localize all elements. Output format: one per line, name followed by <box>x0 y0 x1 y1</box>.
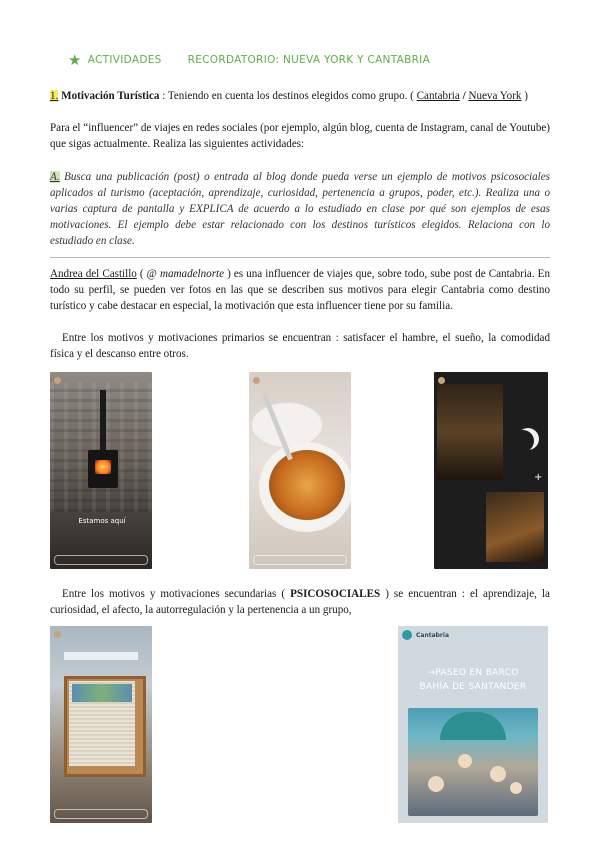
paragraph-activity-a <box>50 169 550 249</box>
link-cantabria[interactable]: Cantabria <box>416 90 460 102</box>
screenshot-info-board <box>50 626 152 823</box>
paragraph-secondary-motives <box>50 586 550 618</box>
screenshot-bean-stew <box>249 372 351 569</box>
paragraph-influencer-instructions: Para el “influencer” de viajes en redes sociales (por ejemplo, algún blog, cuenta de Instagram, canal de Youtube) que sigas actualmente. Realiza las siguientes actividades: <box>50 122 550 150</box>
paragraph-influencer <box>50 266 550 314</box>
item-number: 1. <box>50 90 59 102</box>
link-nueva-york[interactable]: Nueva York <box>468 90 522 102</box>
activity-letter: A. <box>50 171 60 183</box>
stove-caption: Estamos aquí <box>78 517 126 525</box>
star-icon: ★ <box>68 50 82 69</box>
paragraph-motivation <box>50 88 550 104</box>
header-reminder: RECORDATORIO: NUEVA YORK Y CANTABRIA <box>187 54 431 66</box>
secondary-after: ) se encuentran : el aprendizaje, la curiosidad, el afecto, la autorregulación y la pertenencia a un grupo, <box>50 588 550 616</box>
secondary-before: Entre los motivos y motivaciones secundarias ( <box>62 588 286 600</box>
handle-open: ( @ <box>139 268 157 280</box>
screenshot-boat-trip <box>398 626 548 823</box>
reply-bar <box>253 555 347 565</box>
divider <box>50 257 550 258</box>
profile-name: Cantabria <box>416 631 449 639</box>
moon-icon <box>512 430 534 452</box>
reply-bar <box>54 555 148 565</box>
handle-close: ) <box>227 268 231 280</box>
paragraph-primary-motives: Entre los motivos y motivaciones primarios se encuentran : satisfacer el hambre, el sueño, la comodidad física y el descanso entre otros. <box>50 332 550 360</box>
activity-a-text: Busca una publicación (post) o entrada al blog donde pueda verse un ejemplo de motivos psicosociales aplicados al turismo (aceptación, aprendizaje, curiosidad, pertenencia a grupos, poder, etc.). Realiza una o varias captura de pantalla y EXPLICA de acuerdo a lo estudiado en clase por qué son ejemplos de esas motivaciones. El ejemplo debe estar relacionado con los destinos turísticos elegidos. Relaciona con lo estudiado en clase. <box>50 171 550 247</box>
separator: / <box>462 90 466 102</box>
motivation-title: Motivación Turística <box>61 90 160 102</box>
reply-bar <box>54 809 148 819</box>
influencer-text: es una influencer de viajes que, sobre todo, sube post de Cantabria. En todo su perfil, se pueden ver fotos en las que se describen sus motivos para elegir Cantabria como destino turístico y cabe destacar en especial, la motivación que esta influencer tiene por su familia. <box>50 268 550 312</box>
screenshot-wood-stove <box>50 372 152 569</box>
header-activities: ACTIVIDADES <box>87 54 162 66</box>
boat-headline: →PASEO EN BARCO BAHÍA DE SANTANDER <box>419 668 527 692</box>
profile-logo <box>402 630 412 640</box>
plus-icon: + <box>534 472 543 483</box>
influencer-name: Andrea del Castillo <box>50 268 137 280</box>
psychosocial-label: PSICOSOCIALES <box>290 588 381 600</box>
worksheet-header <box>68 50 528 70</box>
close-paren: ) <box>524 90 528 102</box>
influencer-handle: mamadelnorte <box>159 268 225 280</box>
motivation-text: : Teniendo en cuenta los destinos elegidos como grupo. ( <box>162 90 414 102</box>
screenshot-night-collage <box>434 372 548 569</box>
